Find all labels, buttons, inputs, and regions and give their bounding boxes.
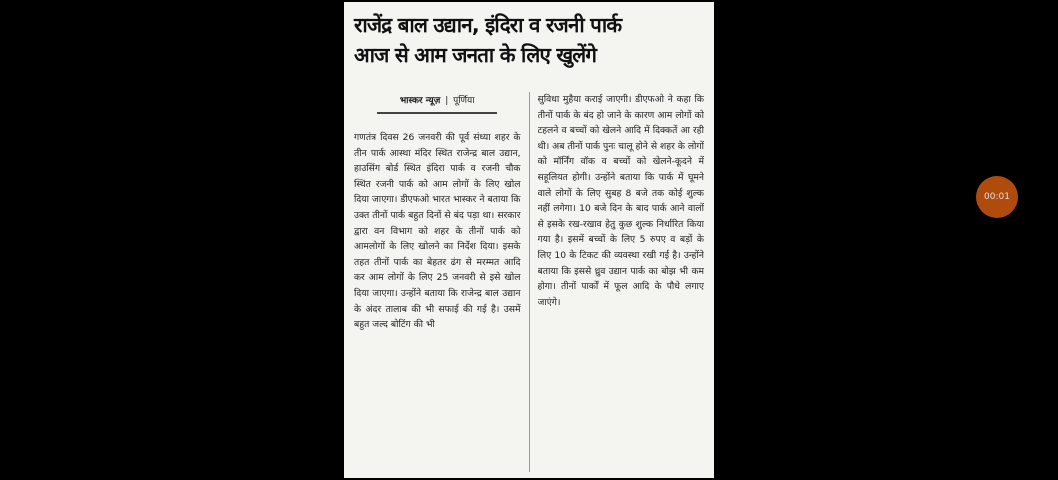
byline bbox=[354, 92, 521, 108]
article-body bbox=[354, 92, 704, 472]
article-column-right bbox=[538, 92, 705, 472]
byline-separator: | bbox=[445, 96, 449, 106]
byline-underline bbox=[377, 112, 497, 114]
byline-agency: भास्कर न्यूज़ bbox=[399, 96, 441, 106]
article-column-left bbox=[354, 92, 521, 472]
article-text-left: गणतंत्र दिवस 26 जनवरी की पूर्व संध्या शहर के तीन पार्क आस्था मंदिर स्थित राजेन्द्र बाल उद्यान, हाउसिंग बोर्ड स्थित इंदिरा पार्क व रजनी चौक स्थित रजनी पार्क को आम लोगों के लिए खोल दिया जाएगा। डीएफओ भारत भास्कर ने बताया कि उक्त तीनों पार्क बहुत दिनों से बंद पड़ा था। सरकार द्वारा वन विभाग को शहर के तीनों पार्क को आमलोगों के लिए खोलने का निर्देश दिया। इसके तहत तीनों पार्क का बेहतर ढंग से मरम्मत आदि कर आम लोगों के लिए 25 जनवरी से इसे खोल दिया जाएगा। उन्होंने बताया कि राजेन्द्र बाल उद्यान के अंदर तालाब की भी सफाई की गई है। उसमें बहुत जल्द बोटिंग की भी bbox=[354, 132, 521, 331]
byline-city: पूर्णिया bbox=[453, 96, 475, 106]
article-text-right: सुविधा मुहैया कराई जाएगी। डीएफओ ने कहा कि तीनों पार्क के बंद हो जाने के कारण आम लोगों को टहलने व बच्चों को खेलने आदि में दिक्कतें आ रही थी। अब तीनों पार्क पुनः चालू होने से शहर के लोगों को मॉर्निंग वॉक व बच्चों को खेलने-कूदने में सहूलियत होगी। उन्होंने बताया कि पार्क में घूमने वाले लोगों के लिए सुबह 8 बजे तक कोई शुल्क नहीं लगेगा। 10 बजे दिन के बाद पार्क आने वालों से इसके रख-रखाव हेतु कुछ शुल्क निर्धारित किया गया है। इसमें बच्चों के लिए 5 रुपए व बड़ों के लिए 10 के टिकट की व्यवस्था रखी गई है। उन्होंने बताया कि इससे ध्रुव उद्यान पार्क का बोझ भी कम होगा। तीनों पार्कों में फूल आदि के पौधे लगाए जाएंगे। bbox=[537, 94, 704, 308]
newspaper-clipping bbox=[344, 2, 714, 478]
article-headline: राजेंद्र बाल उद्यान, इंदिरा व रजनी पार्क आज से आम जनता के लिए खुलेंगे bbox=[354, 13, 622, 67]
column-divider bbox=[529, 92, 530, 472]
playback-timer-badge[interactable]: 00:01 bbox=[976, 176, 1018, 218]
